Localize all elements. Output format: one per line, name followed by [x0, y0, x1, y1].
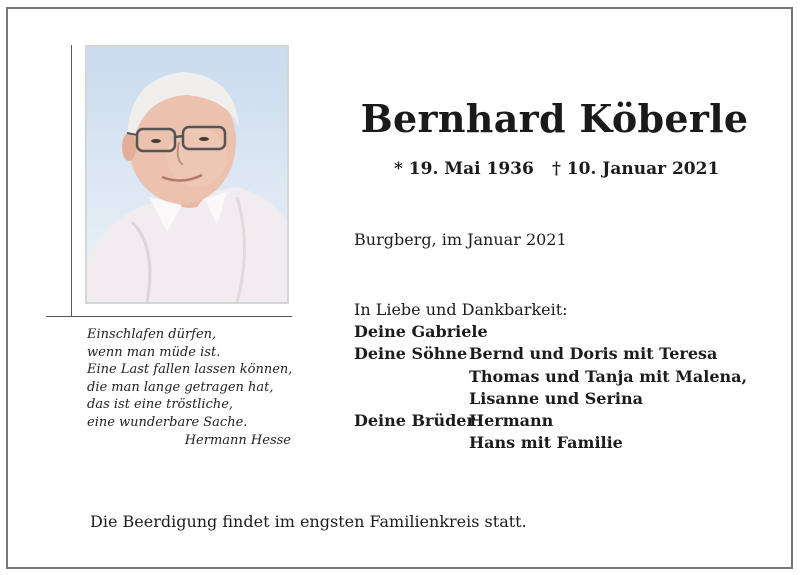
vertical-rule [71, 45, 72, 317]
mourner-names: Thomas und Tanja mit Malena, [469, 366, 748, 386]
mourner-row [354, 343, 718, 365]
mourner-names: Lisanne und Serina [469, 388, 643, 408]
mourner-row [354, 388, 643, 410]
poem-line: eine wunderbare Sache. [87, 414, 248, 430]
mourner-row [354, 321, 568, 343]
mourner-label: Deine Gabriele [354, 322, 488, 342]
mourner-names: Hermann [469, 410, 554, 430]
poem-line: wenn man müde ist. [87, 344, 221, 360]
mourner-row [354, 366, 748, 388]
poem-line: Eine Last fallen lassen können, [87, 362, 293, 378]
mourners-list [354, 299, 748, 454]
mourners-intro: In Liebe und Dankbarkeit: [354, 300, 568, 319]
deceased-name: Bernhard Köberle [360, 96, 749, 141]
mourner-label: Deine Brüder [354, 410, 475, 430]
poem [87, 326, 295, 449]
poem-author: Hermann Hesse [184, 432, 291, 448]
mourner-names: Bernd und Doris mit Teresa [469, 344, 718, 364]
horizontal-rule [46, 316, 292, 317]
poem-line: die man lange getragen hat, [87, 379, 274, 395]
funeral-note: Die Beerdigung findet im engsten Familienkreis statt. [90, 512, 527, 531]
poem-line: das ist eine tröstliche, [87, 397, 234, 413]
birth-date: * 19. Mai 1936 [394, 159, 534, 179]
death-date: † 10. Januar 2021 [552, 159, 720, 179]
mourner-names: Hans mit Familie [469, 433, 623, 453]
poem-line: Einschlafen dürfen, [87, 327, 217, 342]
mourner-row [354, 432, 623, 454]
mourner-row [354, 410, 568, 432]
place-date: Burgberg, im Januar 2021 [354, 230, 567, 249]
mourner-label: Deine Söhne [354, 344, 468, 364]
portrait-photo [85, 45, 289, 304]
